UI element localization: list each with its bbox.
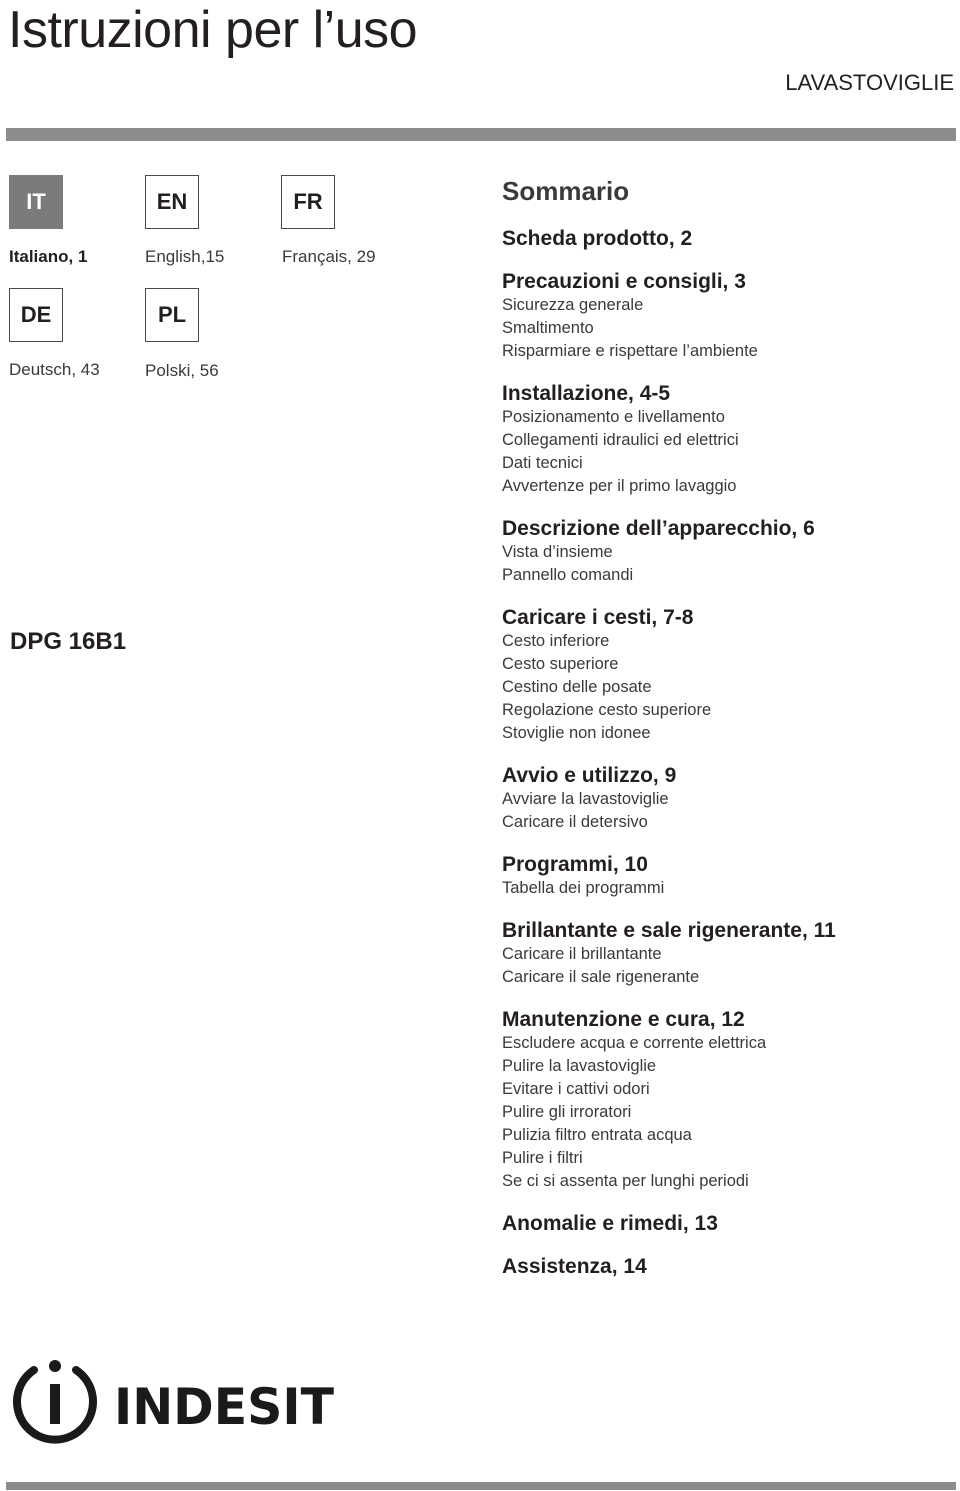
toc-item[interactable]: Avviare la lavastoviglie xyxy=(502,790,669,808)
toc-item[interactable]: Collegamenti idraulici ed elettrici xyxy=(502,431,739,449)
toc-item[interactable]: Tabella dei programmi xyxy=(502,879,665,897)
toc-item[interactable]: Pannello comandi xyxy=(502,566,634,584)
toc-section-heading[interactable]: Manutenzione e cura, 12 xyxy=(502,1008,745,1031)
toc-section-heading[interactable]: Descrizione dell’apparecchio, 6 xyxy=(502,517,815,540)
toc-item[interactable]: Pulire i filtri xyxy=(502,1149,583,1167)
toc-section xyxy=(502,516,952,587)
toc-section-heading[interactable]: Installazione, 4-5 xyxy=(502,382,671,405)
lang-tab-de[interactable]: DE xyxy=(9,288,63,342)
lang-label-fr: Français, 29 xyxy=(282,247,376,266)
toc-item[interactable]: Posizionamento e livellamento xyxy=(502,408,725,426)
product-category: LAVASTOVIGLIE xyxy=(785,70,954,95)
toc-item[interactable]: Pulire la lavastoviglie xyxy=(502,1057,657,1075)
toc-item[interactable]: Caricare il detersivo xyxy=(502,813,648,831)
toc-section xyxy=(502,763,952,834)
toc-item[interactable]: Risparmiare e rispettare l’ambiente xyxy=(502,342,758,360)
toc-section-heading[interactable]: Programmi, 10 xyxy=(502,853,648,876)
toc-item[interactable]: Pulizia filtro entrata acqua xyxy=(502,1126,692,1144)
toc-item[interactable]: Avvertenze per il primo lavaggio xyxy=(502,477,737,495)
lang-label-en: English,15 xyxy=(145,247,225,266)
indesit-power-logo-icon xyxy=(17,1360,93,1440)
toc-item[interactable]: Regolazione cesto superiore xyxy=(502,701,712,719)
toc-item[interactable]: Evitare i cattivi odori xyxy=(502,1080,650,1098)
lang-tab-fr[interactable]: FR xyxy=(281,175,335,229)
lang-label-pl: Polski, 56 xyxy=(145,361,219,380)
toc-item[interactable]: Pulire gli irroratori xyxy=(502,1103,632,1121)
page-title: Istruzioni per l’uso xyxy=(8,1,418,59)
toc-section-heading[interactable]: Brillantante e sale rigenerante, 11 xyxy=(502,919,836,942)
toc-item[interactable]: Smaltimento xyxy=(502,319,594,337)
toc-section xyxy=(502,852,952,900)
toc-item[interactable]: Stoviglie non idonee xyxy=(502,724,651,742)
toc-section-heading[interactable]: Caricare i cesti, 7-8 xyxy=(502,606,694,629)
toc-section xyxy=(502,269,952,363)
table-of-contents xyxy=(502,176,952,1297)
toc-section xyxy=(502,1007,952,1193)
toc-section-heading[interactable]: Avvio e utilizzo, 9 xyxy=(502,764,677,787)
footer-divider xyxy=(6,1482,956,1490)
model-number: DPG 16B1 xyxy=(10,628,127,655)
toc-item[interactable]: Caricare il sale rigenerante xyxy=(502,968,700,986)
toc-item[interactable]: Dati tecnici xyxy=(502,454,583,472)
toc-item[interactable]: Cesto superiore xyxy=(502,655,619,673)
toc-section xyxy=(502,605,952,745)
toc-section xyxy=(502,226,952,251)
toc-sections xyxy=(502,226,952,1279)
indesit-wordmark: INDESIT xyxy=(114,1378,334,1436)
toc-item[interactable]: Sicurezza generale xyxy=(502,296,644,314)
toc-item[interactable]: Cestino delle posate xyxy=(502,678,652,696)
header-divider xyxy=(6,128,956,141)
toc-section xyxy=(502,381,952,498)
toc-section-heading[interactable]: Anomalie e rimedi, 13 xyxy=(502,1212,718,1235)
toc-section-heading[interactable]: Scheda prodotto, 2 xyxy=(502,227,693,250)
toc-section xyxy=(502,918,952,989)
lang-label-it: Italiano, 1 xyxy=(9,247,88,266)
toc-section xyxy=(502,1254,952,1279)
indesit-logo xyxy=(8,1354,338,1448)
toc-item[interactable]: Vista d’insieme xyxy=(502,543,613,561)
toc-item[interactable]: Cesto inferiore xyxy=(502,632,610,650)
lang-label-de: Deutsch, 43 xyxy=(9,360,100,379)
toc-item[interactable]: Caricare il brillantante xyxy=(502,945,662,963)
toc-item[interactable]: Se ci si assenta per lunghi periodi xyxy=(502,1172,749,1190)
toc-section-heading[interactable]: Precauzioni e consigli, 3 xyxy=(502,270,746,293)
lang-tab-it[interactable]: IT xyxy=(9,175,63,229)
toc-section xyxy=(502,1211,952,1236)
toc-title: Sommario xyxy=(502,176,630,206)
toc-section-heading[interactable]: Assistenza, 14 xyxy=(502,1255,647,1278)
lang-tab-en[interactable]: EN xyxy=(145,175,199,229)
lang-tab-pl[interactable]: PL xyxy=(145,288,199,342)
toc-item[interactable]: Escludere acqua e corrente elettrica xyxy=(502,1034,767,1052)
